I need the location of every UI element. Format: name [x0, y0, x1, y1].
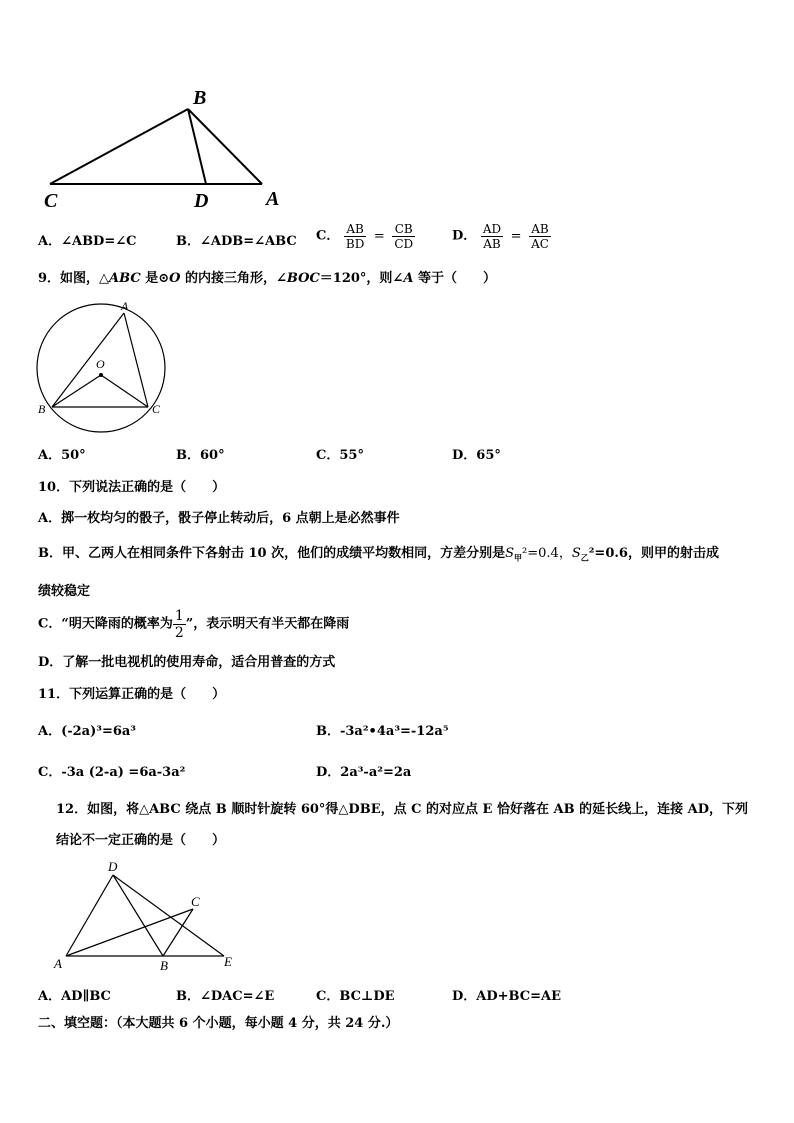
- vertex-label-c: C: [191, 894, 200, 909]
- vertex-label-d: D: [108, 859, 118, 874]
- variance-symbol: S: [505, 546, 515, 561]
- q9-stem-text: 是⊙: [140, 271, 170, 286]
- q9-stem-circle-o: O: [169, 271, 181, 286]
- q10-option-a[interactable]: A．掷一枚均匀的骰子，骰子停止转动后，6 点朝上是必然事件: [38, 511, 400, 526]
- variance-symbol: S: [571, 546, 581, 561]
- q8-option-c-prefix: C．: [316, 228, 340, 244]
- q9-option-a[interactable]: A．50°: [38, 448, 86, 463]
- fraction: [344, 222, 366, 251]
- fraction-one-half: [173, 608, 186, 641]
- q9-stem: [38, 271, 496, 287]
- q10-option-b-text: ²=0.6，则甲的射击成: [588, 546, 719, 561]
- q10-option-c-text: C．“明天降雨的概率为: [38, 616, 173, 632]
- fraction: [481, 222, 503, 251]
- q11-option-d[interactable]: D．2a³-a²=2a: [316, 765, 412, 780]
- q8-option-b[interactable]: B．∠ADB=∠ABC: [176, 234, 297, 249]
- numerator: 1: [174, 608, 184, 624]
- q11-option-c[interactable]: C．-3a (2-a) =6a-3a²: [38, 765, 186, 780]
- vertex-label-b: B: [160, 958, 168, 973]
- vertex-label-b: B: [193, 87, 207, 109]
- denominator: CD: [394, 237, 414, 251]
- q10-option-b-text: B．甲、乙两人在相同条件下各射击 10 次，他们的成绩平均数相同，方差分别是: [38, 546, 506, 561]
- vertex-label-e: E: [224, 954, 232, 969]
- q12-option-d[interactable]: D．AD+BC=AE: [452, 989, 561, 1004]
- q9-stem-angle-a: A: [403, 271, 414, 286]
- fraction: [529, 222, 551, 251]
- q9-option-d[interactable]: D．65°: [452, 448, 501, 463]
- figure-triangle-abc-d: [36, 80, 296, 215]
- q8-option-c[interactable]: [316, 222, 415, 251]
- q12-option-a[interactable]: A．AD∥BC: [38, 989, 111, 1004]
- q11-stem: 11．下列运算正确的是（ ）: [38, 687, 226, 702]
- figure-rotated-triangles: [48, 856, 248, 976]
- q10-option-d[interactable]: D．了解一批电视机的使用寿命，适合用普查的方式: [38, 655, 336, 670]
- vertex-label-c: C: [44, 190, 58, 212]
- q10-stem: 10．下列说法正确的是（ ）: [38, 480, 226, 495]
- variance-value-jia: ²=0.4，: [522, 546, 572, 561]
- q9-stem-text: 的内接三角形，: [180, 271, 276, 286]
- fraction: [392, 222, 415, 251]
- denominator: 2: [174, 625, 184, 641]
- q10-option-c[interactable]: [38, 608, 349, 641]
- numerator: AD: [482, 222, 502, 236]
- q11-option-a[interactable]: A．(-2a)³=6a³: [38, 724, 137, 739]
- q9-stem-text: ＝120°，则∠: [319, 271, 404, 286]
- q11-option-b[interactable]: B．-3a²•4a³=-12a⁵: [316, 724, 449, 739]
- vertex-label-d: D: [194, 190, 209, 212]
- equals-sign: =: [510, 228, 522, 244]
- subscript-yi: 乙: [580, 552, 589, 563]
- q9-option-b[interactable]: B．60°: [176, 448, 225, 463]
- q12-stem-line2: 结论不一定正确的是（ ）: [56, 833, 226, 848]
- denominator: AB: [483, 237, 501, 251]
- center-label-o: O: [96, 357, 105, 371]
- q12-option-b[interactable]: B．∠DAC=∠E: [176, 989, 275, 1004]
- q10-option-b[interactable]: [38, 546, 719, 566]
- q9-option-c[interactable]: C．55°: [316, 448, 364, 463]
- q9-stem-text: 等于（ ）: [413, 271, 496, 286]
- numerator: CB: [392, 222, 415, 237]
- figure-circle-inscribed-triangle: [30, 296, 180, 441]
- q8-option-a[interactable]: A．∠ABD=∠C: [38, 234, 137, 249]
- q9-stem-text: 9．如图，: [38, 271, 100, 286]
- q10-option-c-text: ”，表示明天有半天都在降雨: [185, 616, 350, 632]
- q9-stem-triangle: △ABC: [99, 271, 141, 286]
- subscript-jia: 甲: [514, 552, 523, 563]
- vertex-label-c: C: [152, 402, 161, 416]
- q12-option-c[interactable]: C．BC⊥DE: [316, 989, 395, 1004]
- numerator: AB: [344, 222, 366, 237]
- denominator: AC: [531, 237, 549, 251]
- q9-stem-angle: ∠BOC: [276, 271, 320, 286]
- vertex-label-a: A: [54, 956, 62, 971]
- vertex-label-b: B: [38, 402, 46, 416]
- numerator: AB: [529, 222, 551, 237]
- section-heading-fill-in: 二、填空题：（本大题共 6 个小题，每小题 4 分，共 24 分.）: [38, 1016, 399, 1031]
- equals-sign: =: [373, 228, 385, 244]
- q12-stem-line1: 12．如图，将△ABC 绕点 B 顺时针旋转 60°得△DBE，点 C 的对应点 E 恰好落在 AB 的延长线上，连接 AD，下列: [56, 802, 748, 817]
- q8-option-d[interactable]: [452, 222, 551, 251]
- q10-option-b-line2: 绩较稳定: [38, 584, 91, 599]
- vertex-label-a: A: [121, 299, 129, 313]
- denominator: BD: [345, 237, 365, 251]
- q8-option-d-prefix: D．: [452, 228, 477, 244]
- vertex-label-a: A: [266, 188, 280, 210]
